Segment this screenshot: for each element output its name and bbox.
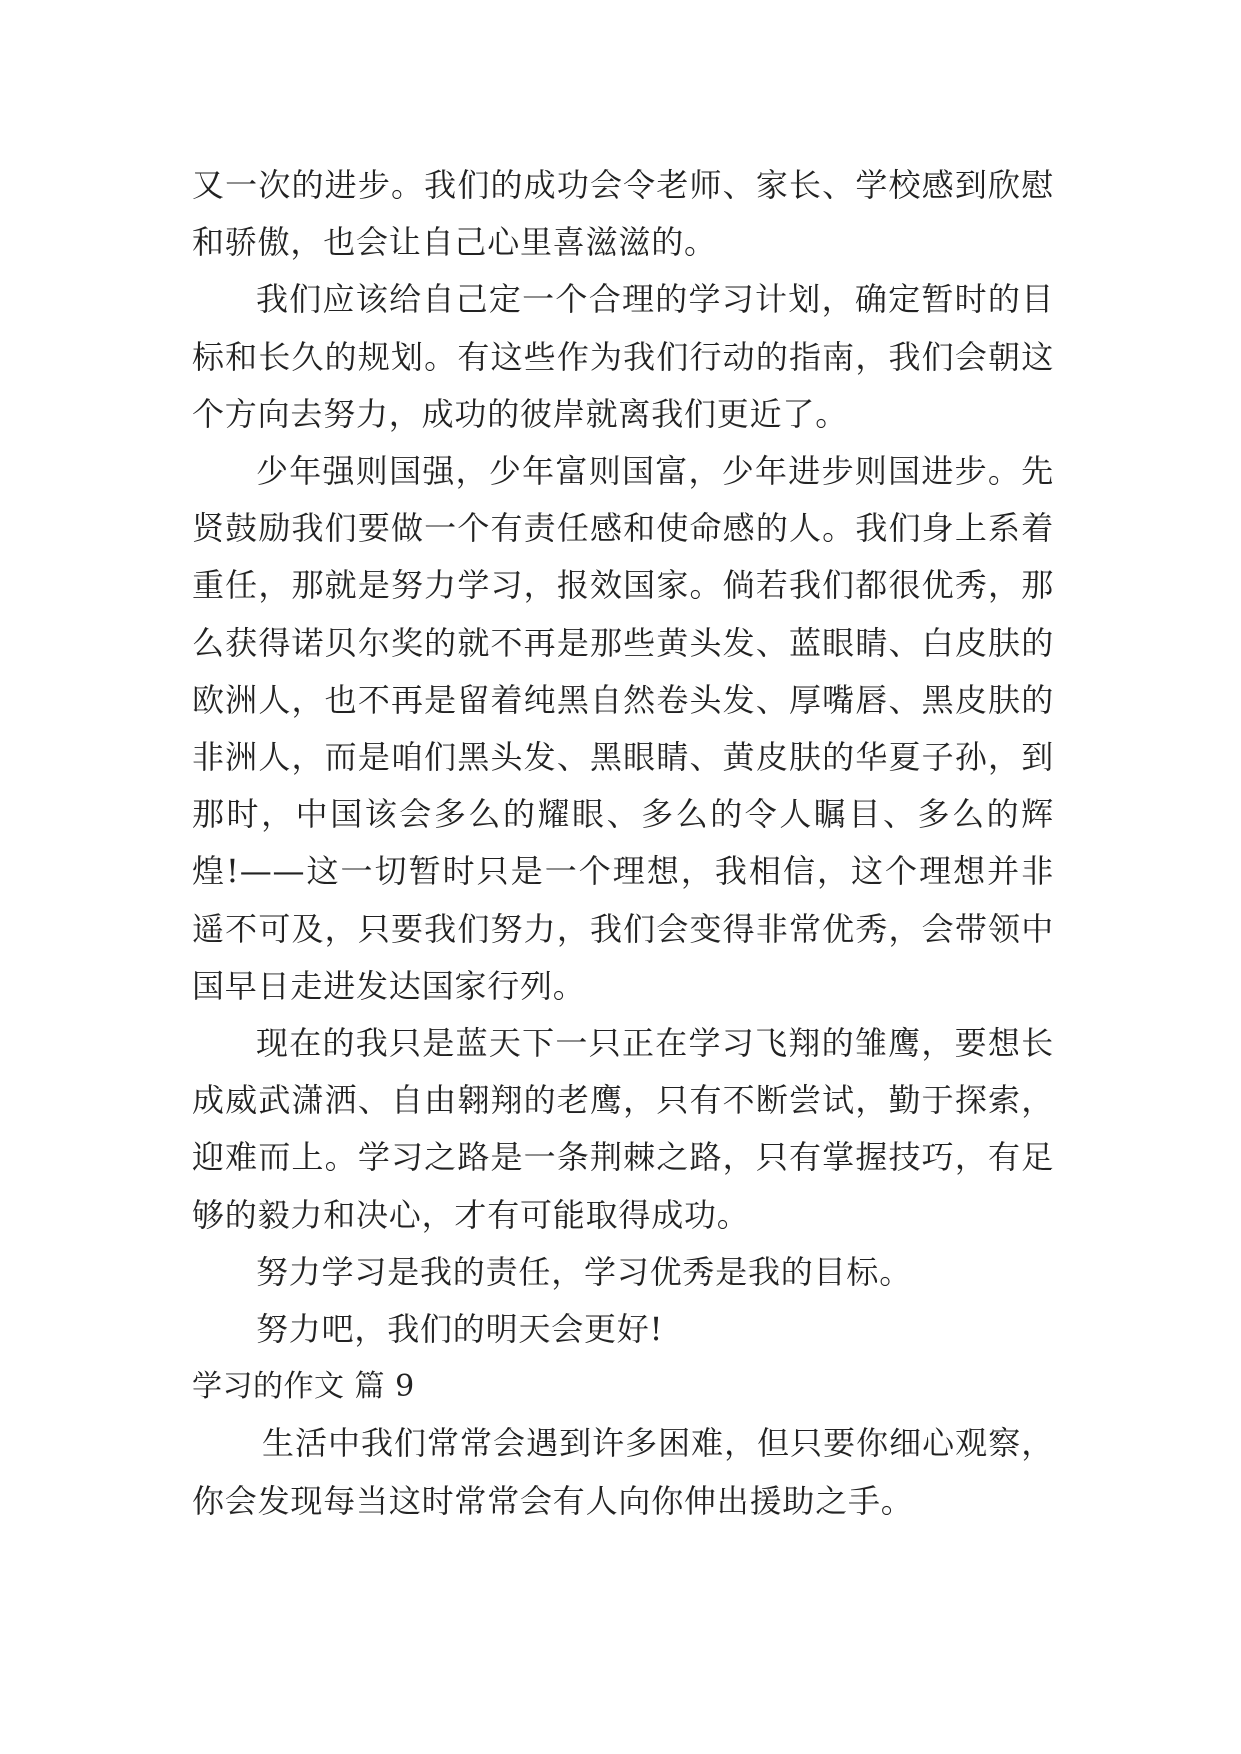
paragraph-continued: 又一次的进步。我们的成功会令老师、家长、学校感到欣慰和骄傲，也会让自己心里喜滋滋的。: [192, 166, 1054, 262]
paragraph: 努力吧，我们的明天会更好!: [256, 1310, 664, 1349]
paragraph: 少年强则国强，少年富则国富，少年进步则国进步。先贤鼓励我们要做一个有责任感和使命感的人。我们身上系着重任，那就是努力学习，报效国家。倘若我们都很优秀，那么获得诺贝尔奖的就不再是那些黄头发、蓝眼睛、白皮肤的欧洲人，也不再是留着纯黑自然卷头发、厚嘴唇、黑皮肤的非洲人，而是咱们黑头发、黑眼睛、黄皮肤的华夏子孙，到那时，中国该会多么的耀眼、多么的令人瞩目、多么的辉煌!——这一切暂时只是一个理想，我相信，这个理想并非遥不可及，只要我们努力，我们会变得非常优秀，会带领中国早日走进发达国家行列。: [192, 452, 1054, 1005]
document-body: [192, 157, 1054, 1530]
paragraph: 我们应该给自己定一个合理的学习计划，确定暂时的目标和长久的规划。有这些作为我们行动的指南，我们会朝这个方向去努力，成功的彼岸就离我们更近了。: [192, 280, 1054, 433]
paragraph: 现在的我只是蓝天下一只正在学习飞翔的雏鹰，要想长成威武潇洒、自由翱翔的老鹰，只有不断尝试，勤于探索，迎难而上。学习之路是一条荆棘之路，只有掌握技巧，有足够的毅力和决心，才有可能取得成功。: [192, 1024, 1054, 1234]
section-heading: 学习的作文 篇 9: [192, 1369, 415, 1405]
paragraph: 努力学习是我的责任，学习优秀是我的目标。: [256, 1252, 913, 1291]
paragraph: 生活中我们常常会遇到许多困难，但只要你细心观察，你会发现每当这时常常会有人向你伸出援助之手。: [192, 1424, 1054, 1520]
